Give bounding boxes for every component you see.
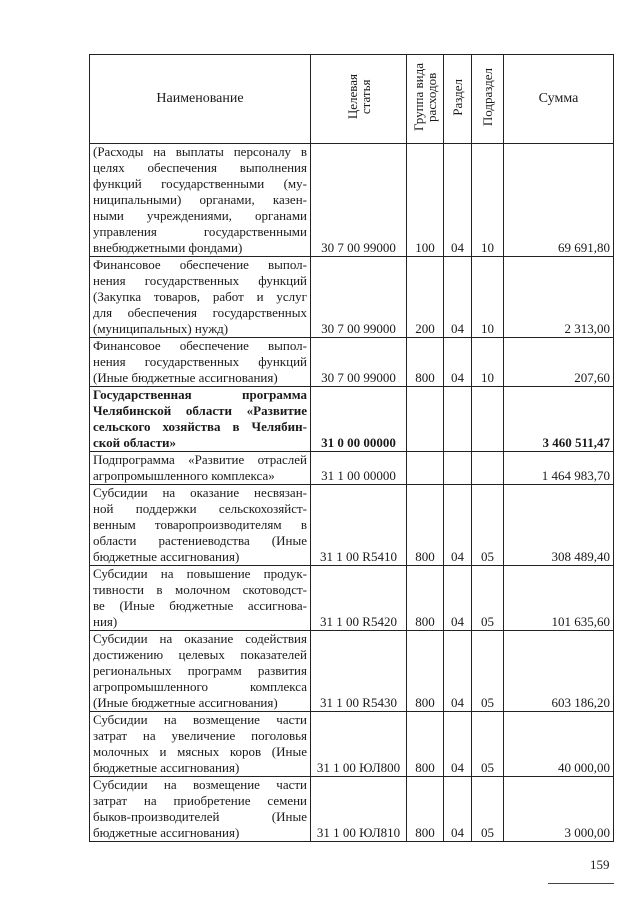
row-name-line: внебюджетными фондами)	[93, 240, 243, 255]
row-name-line: Субсидии на повышение продук-	[93, 566, 307, 581]
row-name-line: затрат на увеличение поголовья	[93, 728, 307, 743]
row-subsection: 05	[472, 777, 504, 842]
row-name-line: (Расходы на выплаты персоналу в	[93, 144, 307, 159]
row-subsection: 05	[472, 712, 504, 777]
row-name-line: (Иные бюджетные ассигнования)	[93, 695, 278, 710]
row-sum: 3 460 511,47	[504, 387, 614, 452]
row-name-line: Подпрограмма «Развитие отраслей	[93, 452, 307, 467]
table-row	[90, 566, 614, 631]
row-name-line: (муниципальных) нужд)	[93, 321, 229, 336]
row-name-line: Субсидии на возмещение части	[93, 712, 307, 727]
row-sum: 603 186,20	[504, 631, 614, 712]
row-target: 31 1 00 ЮЛ810	[311, 777, 407, 842]
row-sum: 2 313,00	[504, 257, 614, 338]
table-row	[90, 452, 614, 485]
table-row	[90, 338, 614, 387]
row-target: 31 1 00 00000	[311, 452, 407, 485]
header-subsection-cell	[472, 55, 504, 144]
footer-line	[548, 883, 614, 884]
table-row	[90, 485, 614, 566]
row-name	[90, 387, 311, 452]
row-name-line: нения государственных функций	[93, 273, 307, 288]
table-row	[90, 387, 614, 452]
table-row	[90, 777, 614, 842]
header-section-cell	[444, 55, 472, 144]
row-section: 04	[444, 257, 472, 338]
page-number: 159	[590, 857, 610, 872]
row-name-line: (Иные бюджетные ассигнования)	[93, 370, 278, 385]
row-group: 800	[407, 338, 444, 387]
row-name-line: затрат на приобретение семени	[93, 793, 307, 808]
row-name-line: венным товаропроизводителям в	[93, 517, 307, 532]
row-name-line: Финансовое обеспечение выпол-	[93, 338, 307, 353]
header-target-cell	[311, 55, 407, 144]
header-target: Целевая статья	[344, 74, 373, 120]
table-row	[90, 257, 614, 338]
row-name-line: тивности в молочном скотоводст-	[93, 582, 307, 597]
row-target: 31 1 00 R5420	[311, 566, 407, 631]
row-name	[90, 144, 311, 257]
row-name	[90, 338, 311, 387]
row-group	[407, 387, 444, 452]
header-sum: Сумма	[504, 55, 614, 144]
row-target: 30 7 00 99000	[311, 338, 407, 387]
row-sum: 101 635,60	[504, 566, 614, 631]
row-group: 800	[407, 631, 444, 712]
row-name-line: управления государственными	[93, 224, 307, 239]
row-section	[444, 387, 472, 452]
row-sum: 1 464 983,70	[504, 452, 614, 485]
row-sum: 308 489,40	[504, 485, 614, 566]
row-section	[444, 452, 472, 485]
row-name-line: ниципальными) органами, казен-	[93, 192, 307, 207]
row-name-line: агропромышленного комплекса»	[93, 468, 275, 483]
row-subsection: 05	[472, 566, 504, 631]
row-name	[90, 257, 311, 338]
row-subsection: 10	[472, 257, 504, 338]
row-name-line: области растениеводства (Иные	[93, 533, 307, 548]
row-name-line: Субсидии на оказание содействия	[93, 631, 307, 646]
row-name-line: достижению целевых показателей	[93, 647, 307, 662]
header-name: Наименование	[90, 55, 311, 144]
row-name	[90, 631, 311, 712]
row-name-line: ными учреждениями, органами	[93, 208, 307, 223]
row-sum: 40 000,00	[504, 712, 614, 777]
row-name	[90, 777, 311, 842]
budget-table	[89, 54, 614, 842]
table-body	[90, 144, 614, 842]
row-name	[90, 566, 311, 631]
row-name-line: нения государственных функций	[93, 354, 307, 369]
row-section: 04	[444, 631, 472, 712]
row-subsection	[472, 387, 504, 452]
row-group: 800	[407, 777, 444, 842]
row-group: 800	[407, 485, 444, 566]
row-name-line: для обеспечения государственных	[93, 305, 307, 320]
row-target: 31 1 00 R5410	[311, 485, 407, 566]
row-name-line: функций государственными (му-	[93, 176, 307, 191]
row-name-line: молочных и мясных коров (Иные	[93, 744, 307, 759]
table-header-row	[90, 55, 614, 144]
table-row	[90, 631, 614, 712]
row-section: 04	[444, 485, 472, 566]
row-subsection: 10	[472, 144, 504, 257]
row-name-line: бюджетные ассигнования)	[93, 825, 240, 840]
row-section: 04	[444, 566, 472, 631]
row-subsection: 05	[472, 485, 504, 566]
row-name-line: бюджетные ассигнования)	[93, 760, 240, 775]
table-row	[90, 712, 614, 777]
row-section: 04	[444, 338, 472, 387]
header-subsection: Подраздел	[480, 67, 495, 127]
header-group-cell	[407, 55, 444, 144]
header-group: Группа вида расходов	[411, 63, 439, 131]
row-name	[90, 485, 311, 566]
table-row	[90, 144, 614, 257]
row-name-line: целях обеспечения выполнения	[93, 160, 307, 175]
row-name-line: ве (Иные бюджетные ассигнова-	[93, 598, 307, 613]
row-name	[90, 712, 311, 777]
row-name-line: сельского хозяйства в Челябин-	[93, 419, 307, 434]
row-section: 04	[444, 777, 472, 842]
row-section: 04	[444, 144, 472, 257]
row-subsection: 05	[472, 631, 504, 712]
row-name-line: (Закупка товаров, работ и услуг	[93, 289, 307, 304]
row-section: 04	[444, 712, 472, 777]
row-sum: 3 000,00	[504, 777, 614, 842]
row-name-line: быков-производителей (Иные	[93, 809, 307, 824]
row-group: 800	[407, 566, 444, 631]
row-subsection	[472, 452, 504, 485]
row-target: 31 1 00 R5430	[311, 631, 407, 712]
header-section: Раздел	[450, 78, 465, 116]
row-name-line: ния)	[93, 614, 118, 629]
row-name-line: ной поддержки сельскохозяйст-	[93, 501, 307, 516]
row-name-line: бюджетные ассигнования)	[93, 549, 240, 564]
row-name-line: Субсидии на возмещение части	[93, 777, 307, 792]
row-target: 30 7 00 99000	[311, 257, 407, 338]
row-name-line: ской области»	[93, 435, 176, 450]
row-name-line: Государственная программа	[93, 387, 307, 402]
row-target: 31 0 00 00000	[311, 387, 407, 452]
row-group	[407, 452, 444, 485]
row-group: 800	[407, 712, 444, 777]
row-name-line: региональных программ развития	[93, 663, 307, 678]
row-target: 30 7 00 99000	[311, 144, 407, 257]
row-name-line: Челябинской области «Развитие	[93, 403, 307, 418]
row-name-line: Финансовое обеспечение выпол-	[93, 257, 307, 272]
row-group: 200	[407, 257, 444, 338]
row-group: 100	[407, 144, 444, 257]
row-name-line: агропромышленного комплекса	[93, 679, 307, 694]
row-name	[90, 452, 311, 485]
row-sum: 69 691,80	[504, 144, 614, 257]
row-name-line: Субсидии на оказание несвязан-	[93, 485, 307, 500]
row-sum: 207,60	[504, 338, 614, 387]
row-subsection: 10	[472, 338, 504, 387]
row-target: 31 1 00 ЮЛ800	[311, 712, 407, 777]
